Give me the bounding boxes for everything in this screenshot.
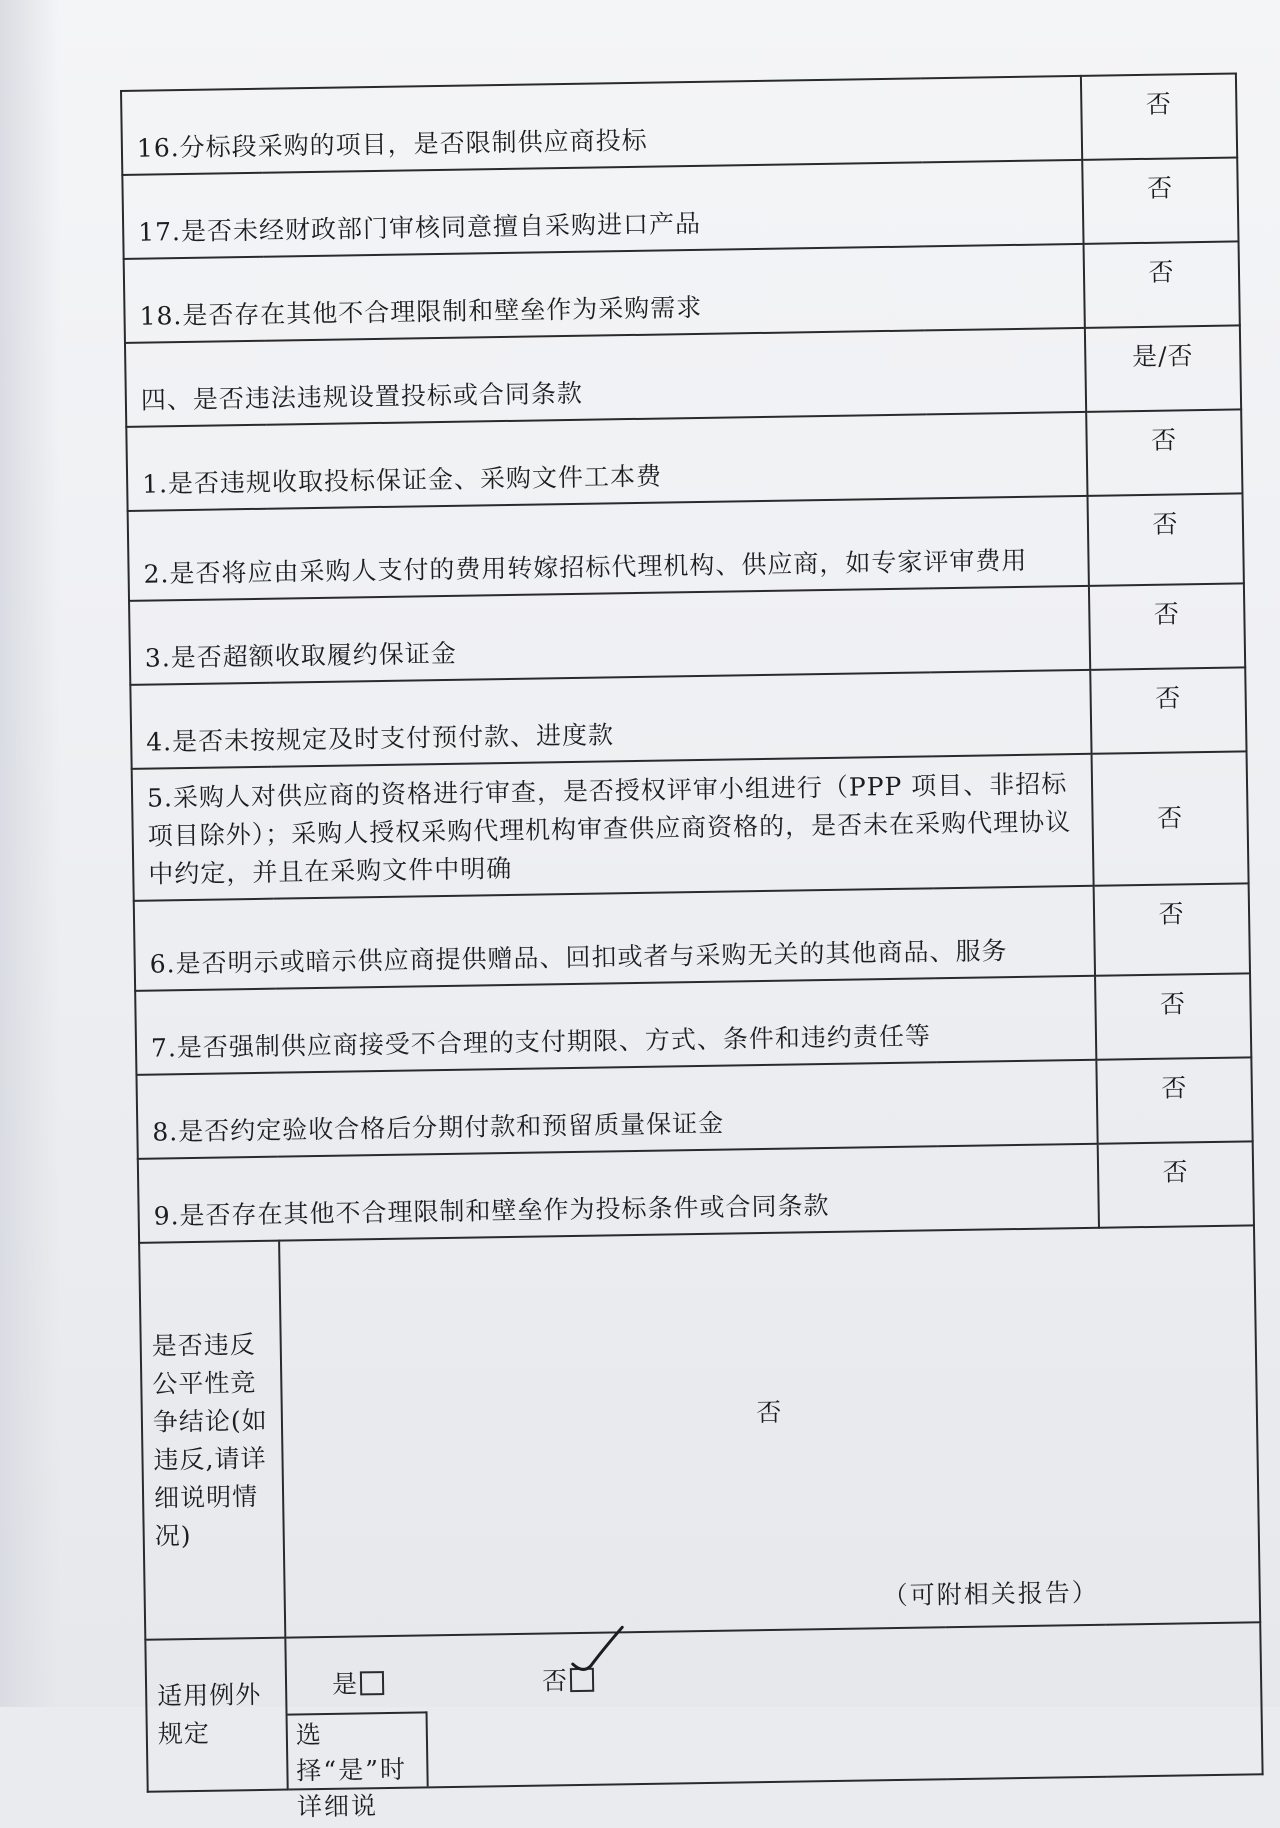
detail-label: 选择“是”时详细说 — [288, 1711, 429, 1788]
table-row — [128, 493, 1244, 601]
answer-cell: 否 — [1088, 493, 1244, 585]
answer-cell: 否 — [1095, 973, 1251, 1059]
answer-cell: 否 — [1096, 1057, 1252, 1143]
answer-cell: 否 — [1092, 751, 1249, 885]
option-no-label: 否 — [541, 1666, 569, 1696]
question-cell: 16.分标段采购的项目，是否限制供应商投标 — [121, 76, 1082, 175]
answer-cell: 否 — [1098, 1141, 1254, 1227]
exception-row — [145, 1622, 1262, 1791]
question-cell: 18.是否存在其他不合理限制和壁垒作为采购需求 — [124, 244, 1085, 343]
question-cell: 2.是否将应由采购人支付的费用转嫁招标代理机构、供应商，如专家评审费用 — [128, 496, 1089, 601]
question-cell: 9.是否存在其他不合理限制和壁垒作为投标条件或合同条款 — [138, 1144, 1099, 1243]
question-cell: 4.是否未按规定及时支付预付款、进度款 — [130, 670, 1091, 769]
answer-cell: 否 — [1084, 241, 1240, 327]
answer-cell: 否 — [1089, 583, 1245, 669]
option-yes[interactable] — [332, 1665, 385, 1704]
question-cell: 3.是否超额收取履约保证金 — [129, 586, 1090, 685]
question-cell: 8.是否约定验收合格后分期付款和预留质量保证金 — [136, 1060, 1097, 1159]
checkbox-yes[interactable] — [360, 1671, 384, 1695]
checkmark-icon — [568, 1621, 629, 1682]
option-yes-label: 是 — [331, 1669, 359, 1699]
table-row — [132, 751, 1249, 900]
conclusion-label: 是否违反公平性竞争结论(如违反,请详细说明情况) — [139, 1241, 285, 1640]
question-cell: 5.采购人对供应商的资格进行审查，是否授权评审小组进行（PPP 项目、非招标项目除外）；采购人授权采购代理机构审查供应商资格的，是否未在采购代理协议中约定，并且在采购文件中明确 — [132, 754, 1094, 901]
answer-cell: 否 — [1090, 667, 1246, 753]
answer-cell: 否 — [1082, 157, 1238, 243]
paper-shadow — [0, 0, 60, 1707]
answer-cell: 否 — [1094, 883, 1250, 975]
table-row — [134, 883, 1250, 991]
answer-cell: 否 — [1086, 409, 1242, 495]
conclusion-row — [139, 1225, 1260, 1639]
section-heading-cell: 四、是否违法违规设置投标或合同条款 — [125, 328, 1086, 427]
question-cell: 6.是否明示或暗示供应商提供赠品、回扣或者与采购无关的其他商品、服务 — [134, 886, 1095, 991]
answer-cell: 否 — [1081, 73, 1237, 159]
conclusion-value: 否 — [756, 1397, 783, 1428]
conclusion-note: （可附相关报告） — [882, 1577, 1099, 1611]
question-cell: 1.是否违规收取投标保证金、采购文件工本费 — [126, 412, 1087, 511]
exception-label: 适用例外规定 — [145, 1638, 287, 1792]
question-cell: 7.是否强制供应商接受不合理的支付期限、方式、条件和违约责任等 — [135, 976, 1096, 1075]
review-table — [120, 72, 1264, 1822]
conclusion-cell — [279, 1225, 1260, 1637]
exception-cell — [285, 1622, 1262, 1822]
answer-header-cell: 是/否 — [1085, 325, 1241, 411]
question-cell: 17.是否未经财政部门审核同意擅自采购进口产品 — [122, 160, 1083, 259]
